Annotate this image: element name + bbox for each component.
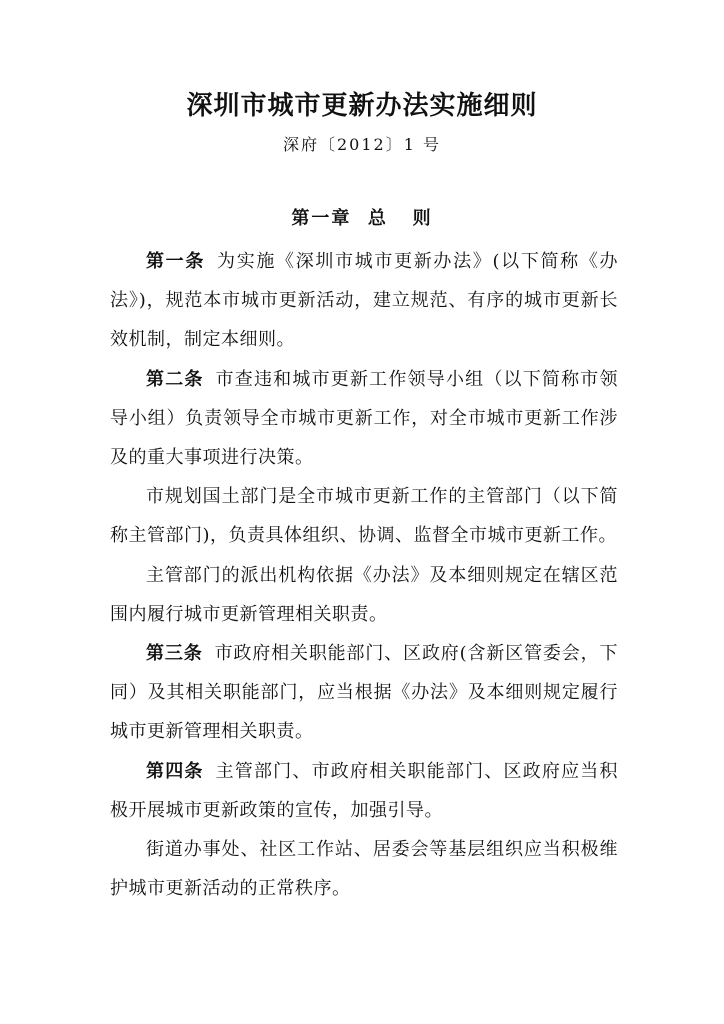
- paragraph-article-2: [110, 360, 618, 478]
- document-title: 深圳市城市更新办法实施细则: [186, 91, 538, 121]
- paragraph-article-4: [110, 752, 618, 830]
- paragraph-text: 主管部门的派出机构依据《办法》及本细则规定在辖区范围内履行城市更新管理相关职责。: [110, 564, 618, 625]
- paragraph-article-2-sub-2: [110, 556, 618, 634]
- document-body: [110, 242, 618, 908]
- paragraph-article-4-sub-1: [110, 830, 618, 908]
- paragraph-text: 市查违和城市更新工作领导小组（以下简称市领导小组）负责领导全市城市更新工作，对全市城市更新工作涉及的重大事项进行决策。: [110, 368, 619, 469]
- paragraph-text: 街道办事处、社区工作站、居委会等基层组织应当积极维护城市更新活动的正常秩序。: [110, 839, 618, 900]
- paragraph-article-3: [110, 634, 618, 752]
- article-label: 第三条: [146, 643, 203, 665]
- article-label: 第二条: [146, 368, 204, 390]
- paragraph-article-2-sub-1: [110, 477, 618, 555]
- article-label: 第一条: [146, 251, 206, 272]
- chapter-heading: 第一章 总 则: [291, 208, 433, 229]
- paragraph-text: 为实施《深圳市城市更新办法》(以下简称《办法》)，规范本市城市更新活动，建立规范、有序的城市更新长效机制，制定本细则。: [110, 251, 619, 351]
- document-number: 深府〔2012〕1 号: [283, 135, 441, 154]
- article-label: 第四条: [146, 760, 204, 782]
- paragraph-text: 市政府相关职能部门、区政府(含新区管委会，下同）及其相关职能部门，应当根据《办法》及本细则规定履行城市更新管理相关职责。: [110, 643, 618, 743]
- paragraph-article-1: [110, 242, 618, 360]
- paragraph-text: 市规划国土部门是全市城市更新工作的主管部门（以下简称主管部门)，负责具体组织、协调、监督全市城市更新工作。: [110, 486, 618, 547]
- paragraph-text: 主管部门、市政府相关职能部门、区政府应当积极开展城市更新政策的宣传，加强引导。: [110, 760, 619, 821]
